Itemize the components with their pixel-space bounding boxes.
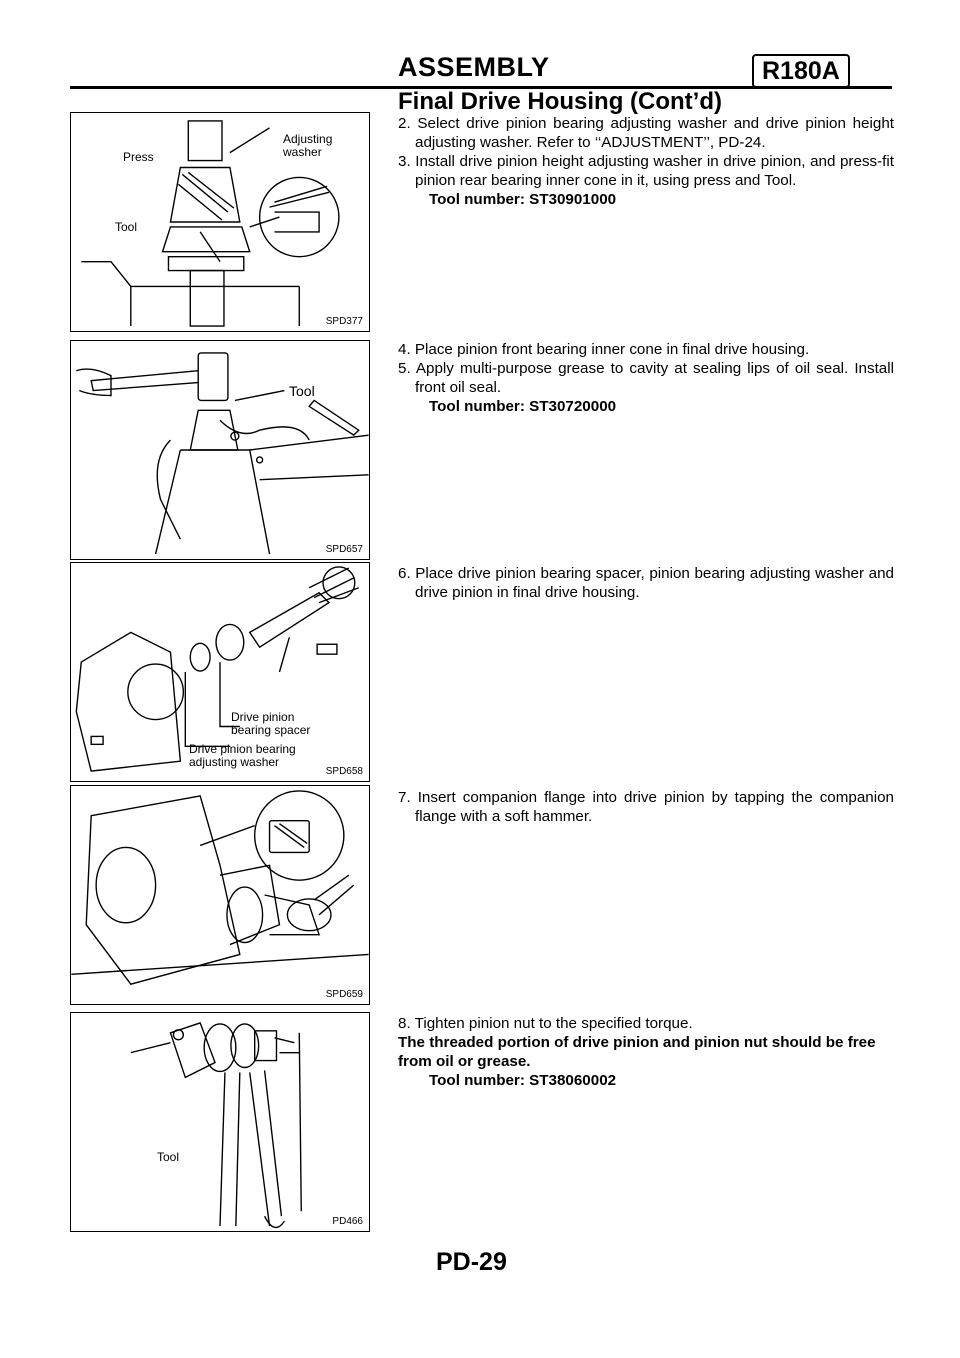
tool-number: Tool number: ST30901000: [429, 191, 617, 208]
label-tool: Tool: [289, 383, 315, 399]
flange-illustration: [71, 786, 369, 1004]
caution-note: The threaded portion of drive pinion and pinion nut should be free from oil or grease.: [398, 1034, 876, 1070]
step-6: 6. Place drive pinion bearing spacer, pinion bearing adjusting washer and drive pinion in final drive housing.: [398, 565, 894, 601]
model-badge: R180A: [752, 54, 850, 88]
figure-code: SPD657: [325, 544, 363, 555]
instructions-section-1: [398, 114, 894, 209]
tool-number: Tool number: ST30720000: [429, 398, 617, 415]
label-press: Press: [123, 150, 154, 164]
figure-code: SPD658: [325, 766, 363, 777]
instructions-section-3: [398, 564, 894, 602]
figure-pinion-nut: [70, 1012, 370, 1232]
section-subtitle: Final Drive Housing (Cont’d): [398, 88, 722, 115]
label-tool: Tool: [115, 220, 138, 234]
label-tool: Tool: [157, 1150, 180, 1164]
step-8: 8. Tighten pinion nut to the specified torque.: [398, 1015, 693, 1032]
instructions-section-2: [398, 340, 894, 416]
step-7: 7. Insert companion flange into drive pinion by tapping the companion flange with a soft hammer.: [398, 789, 894, 825]
header-title: ASSEMBLY: [398, 52, 550, 82]
figure-code: SPD377: [325, 316, 363, 327]
figure-companion-flange: [70, 785, 370, 1005]
figure-code: SPD659: [325, 989, 363, 1000]
step-5: 5. Apply multi-purpose grease to cavity at sealing lips of oil seal. Install front oil seal.: [398, 360, 894, 396]
instructions-section-4: [398, 788, 894, 826]
step-3: 3. Install drive pinion height adjusting washer in drive pinion, and press-fit pinion rear bearing inner cone in it, using press and Tool.: [398, 153, 894, 189]
hammer-illustration: [71, 341, 369, 559]
figure-code: PD466: [332, 1216, 363, 1227]
page-number: PD-29: [436, 1248, 507, 1276]
tool-number: Tool number: ST38060002: [429, 1072, 617, 1089]
figure-front-oil-seal: [70, 340, 370, 560]
label-adjusting-washer: Drive pinion bearing adjusting washer: [189, 742, 296, 769]
instructions-section-5: [398, 1014, 894, 1090]
label-adjusting-washer: Adjusting washer: [283, 132, 333, 159]
wrench-illustration: [71, 1013, 369, 1231]
step-2: 2. Select drive pinion bearing adjusting washer and drive pinion height adjusting washer. Refer to ‘‘ADJUSTMENT’’, PD-24.: [398, 115, 894, 151]
step-4: 4. Place pinion front bearing inner cone in final drive housing.: [398, 341, 810, 358]
label-bearing-spacer: Drive pinion bearing spacer: [231, 710, 311, 737]
figure-press-fit-bearing: [70, 112, 370, 332]
figure-drive-pinion-parts: [70, 562, 370, 782]
